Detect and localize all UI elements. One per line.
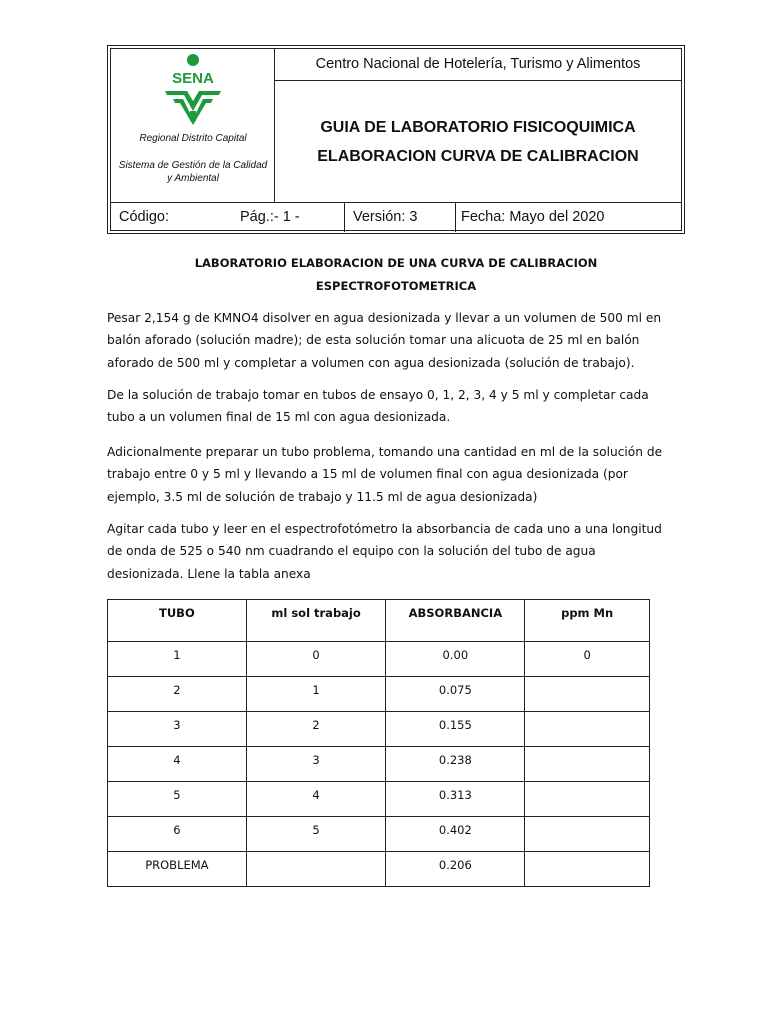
info-divider (344, 203, 345, 232)
info-divider (455, 203, 456, 232)
cell-ml: 5 (246, 817, 386, 852)
cell-ml (246, 852, 386, 887)
quality-system-label: Sistema de Gestión de la Calidad y Ambiental (118, 160, 268, 184)
cell-ml: 4 (246, 782, 386, 817)
cell-absorbancia: 0.206 (386, 852, 525, 887)
cell-ppm (525, 817, 650, 852)
table-row (108, 642, 650, 677)
cell-ml: 3 (246, 747, 386, 782)
paragraph-tubes: De la solución de trabajo tomar en tubos de ensayo 0, 1, 2, 3, 4 y 5 ml y completar cada tubo a un volumen final de 15 ml con agua desionizada. (107, 388, 649, 425)
cell-absorbancia: 0.155 (386, 712, 525, 747)
cell-ml: 2 (246, 712, 386, 747)
cell-tubo: PROBLEMA (108, 852, 247, 887)
cell-absorbancia: 0.313 (386, 782, 525, 817)
code-label: Código: (119, 209, 169, 225)
region-label: Regional Distrito Capital (139, 133, 247, 144)
cell-tubo: 5 (108, 782, 247, 817)
table-header-row (108, 600, 650, 642)
paragraph-measurement: Agitar cada tubo y leer en el espectrofotómetro la absorbancia de cada uno a una longitud de onda de 525 o 540 nm cuadrando el equipo con la solución del tubo de agua desionizada. Llene la tabla anexa (107, 522, 662, 581)
cell-tubo: 4 (108, 747, 247, 782)
table-row (108, 782, 650, 817)
column-header-ppm: ppm Mn (525, 600, 650, 642)
cell-ppm: 0 (525, 642, 650, 677)
document-title-line1: LABORATORIO ELABORACION DE UNA CURVA DE CALIBRACION (194, 256, 598, 270)
table-row (108, 747, 650, 782)
document-header (107, 45, 685, 234)
table-row (108, 712, 650, 747)
cell-absorbancia: 0.402 (386, 817, 525, 852)
table-row (108, 817, 650, 852)
document-title-line2: ESPECTROFOTOMETRICA (315, 279, 477, 293)
cell-tubo: 6 (108, 817, 247, 852)
cell-ppm (525, 747, 650, 782)
column-header-absorbancia: ABSORBANCIA (386, 600, 525, 642)
logo-cell (111, 49, 275, 202)
page-label: Pág.:- 1 - (240, 209, 300, 225)
cell-ml: 0 (246, 642, 386, 677)
cell-tubo: 3 (108, 712, 247, 747)
sena-logo (159, 53, 227, 127)
logo-text: SENA (172, 70, 214, 87)
cell-absorbancia: 0.075 (386, 677, 525, 712)
cell-ppm (525, 712, 650, 747)
center-name: Centro Nacional de Hotelería, Turismo y Alimentos (275, 49, 681, 81)
column-header-ml: ml sol trabajo (246, 600, 386, 642)
results-table (107, 599, 650, 887)
cell-absorbancia: 0.238 (386, 747, 525, 782)
cell-tubo: 1 (108, 642, 247, 677)
document-title (107, 252, 685, 298)
version-label: Versión: 3 (353, 209, 418, 225)
cell-ppm (525, 852, 650, 887)
cell-ppm (525, 677, 650, 712)
paragraph-problem-tube: Adicionalmente preparar un tubo problema, tomando una cantidad en ml de la solución de trabajo entre 0 y 5 ml y llevando a 15 ml de volumen final con agua desionizada (por ejemplo, 3.5 ml de solución de trabajo y 11.5 ml de agua desionizada) (107, 445, 663, 504)
cell-absorbancia: 0.00 (386, 642, 525, 677)
cell-ml: 1 (246, 677, 386, 712)
paragraph-preparation: Pesar 2,154 g de KMNO4 disolver en agua desionizada y llevar a un volumen de 500 ml en balón aforado (solución madre); de esta solución tomar una alicuota de 25 ml en balón aforado de 500 ml y completar a volumen con agua desionizada (solución de trabajo). (107, 311, 662, 370)
document-info-row (111, 202, 681, 232)
column-header-tubo: TUBO (108, 600, 247, 642)
cell-tubo: 2 (108, 677, 247, 712)
cell-ppm (525, 782, 650, 817)
guide-title (275, 81, 681, 202)
guide-title-line1: GUIA DE LABORATORIO FISICOQUIMICA (320, 118, 636, 136)
table-row (108, 852, 650, 887)
date-label: Fecha: Mayo del 2020 (461, 209, 605, 225)
table-row (108, 677, 650, 712)
guide-title-line2: ELABORACION CURVA DE CALIBRACION (317, 147, 639, 165)
